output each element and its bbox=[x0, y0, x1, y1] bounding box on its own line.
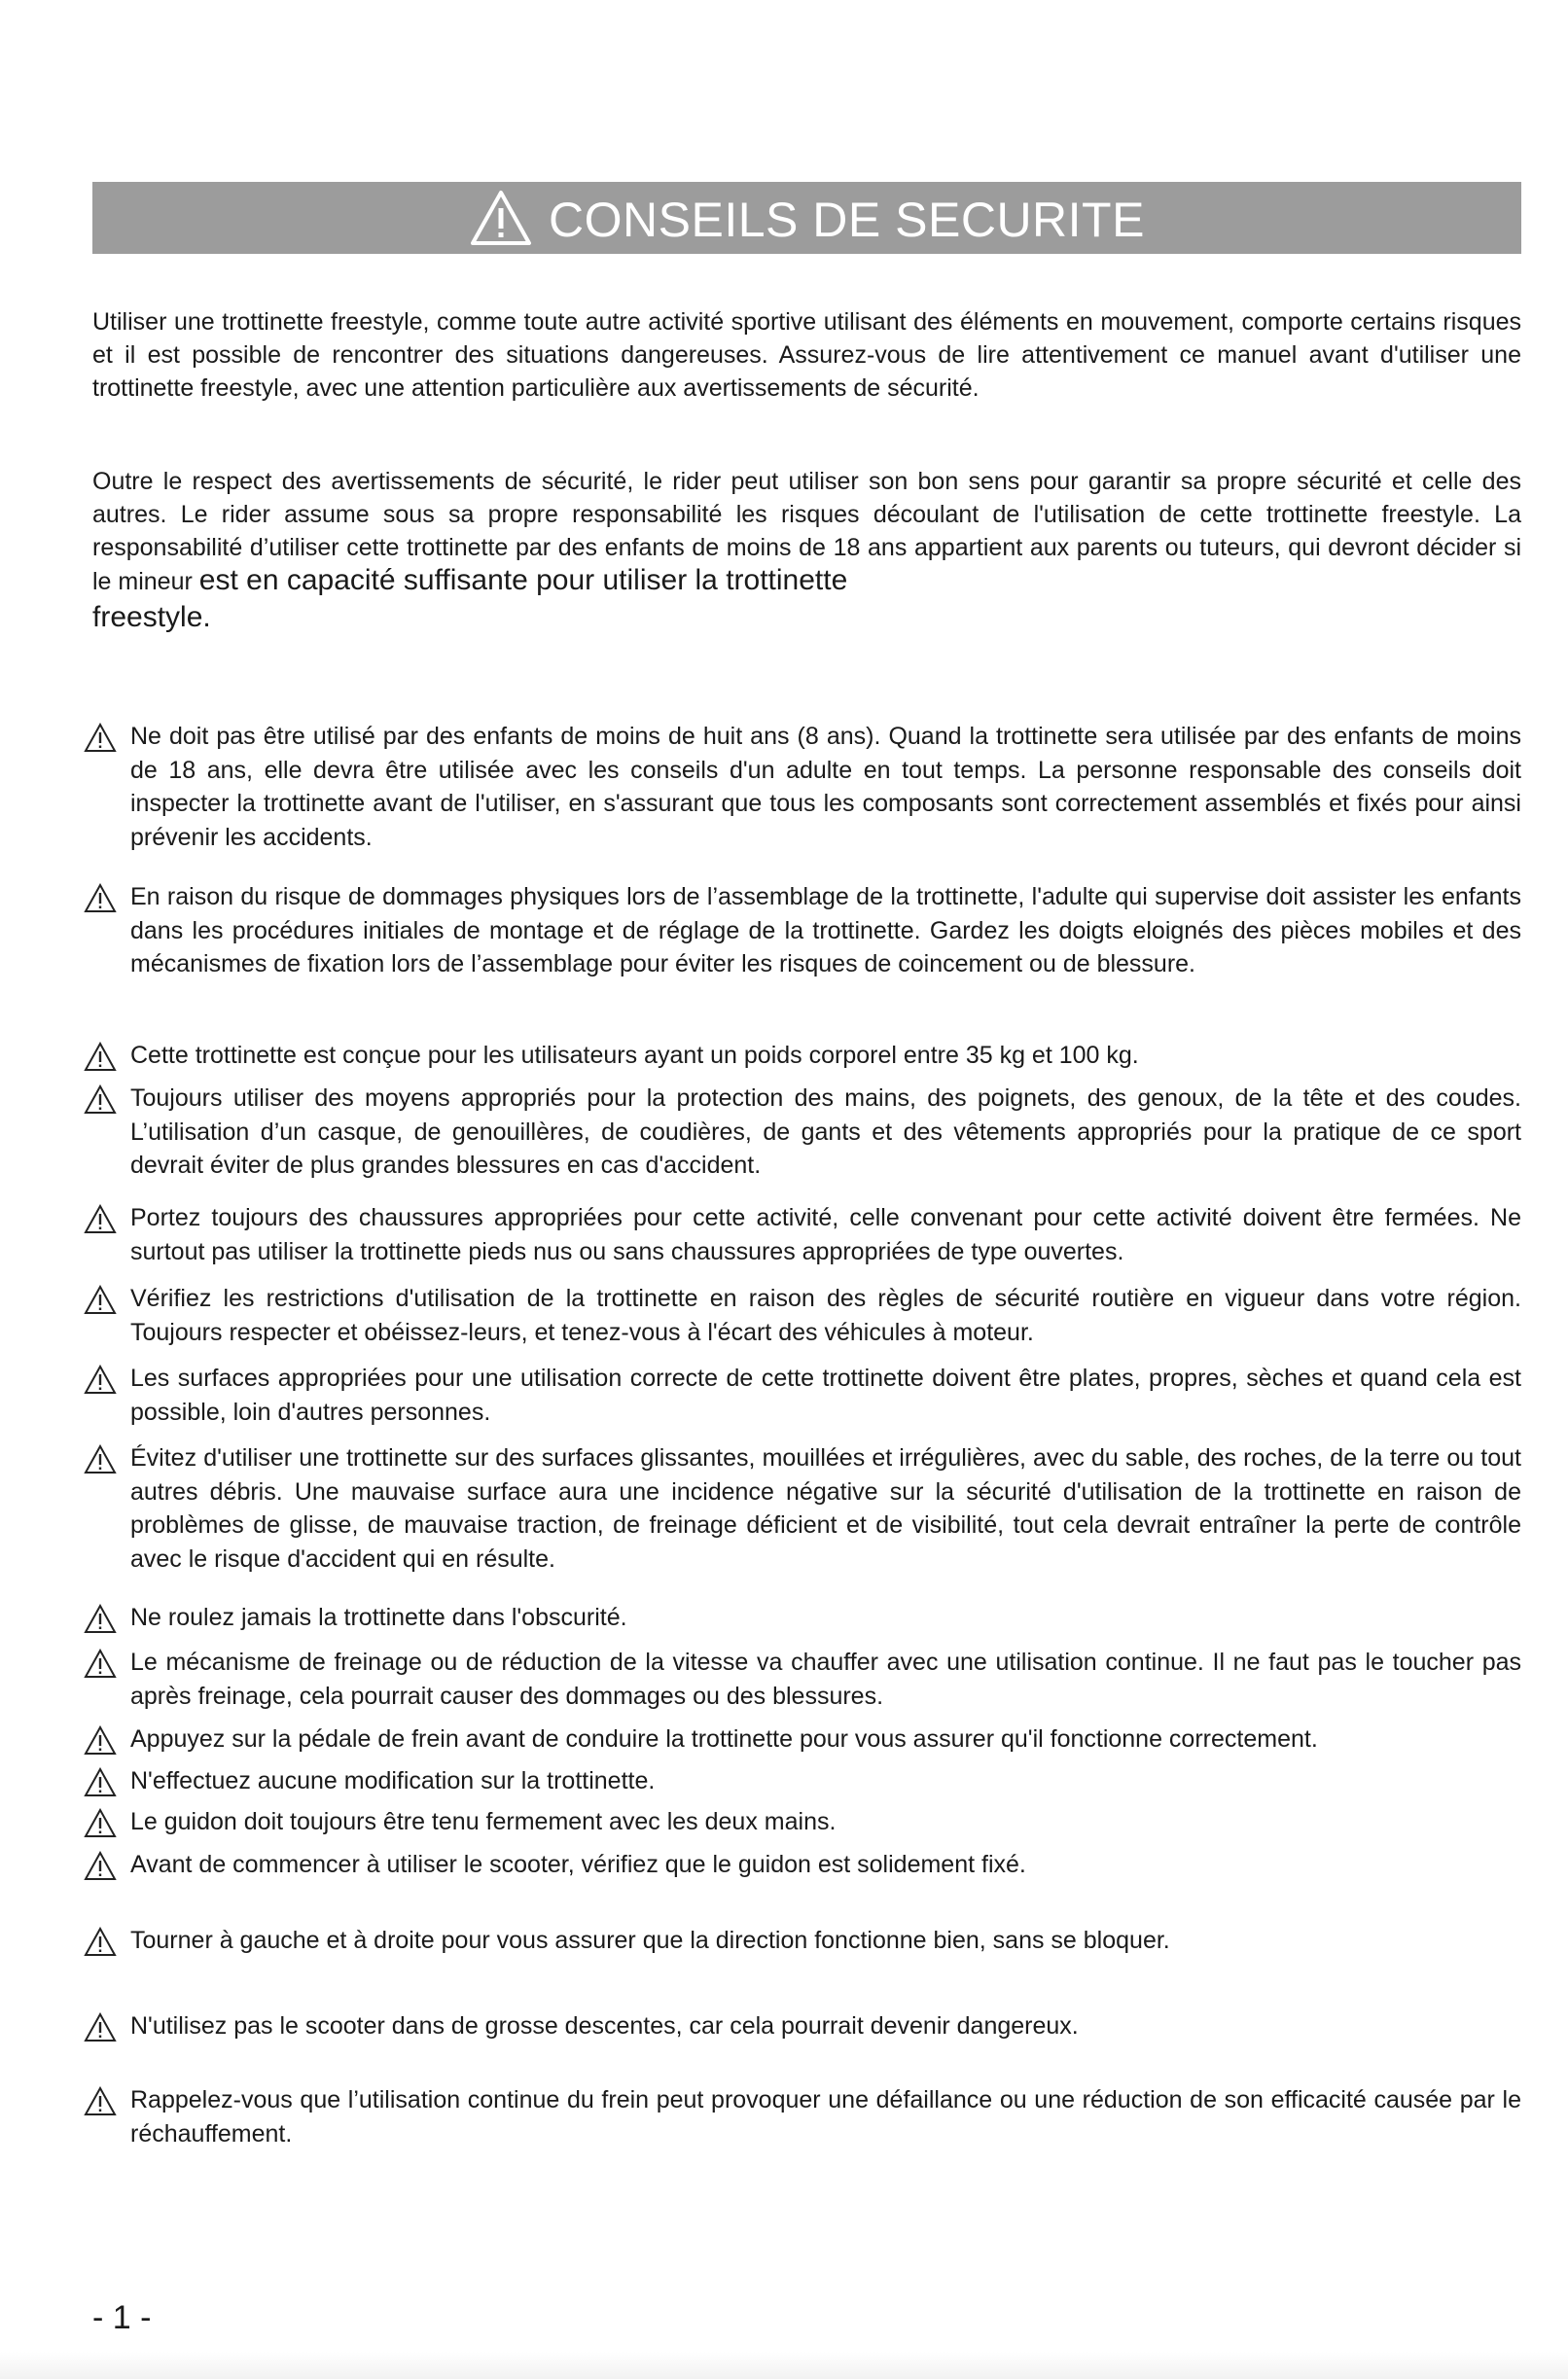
warning-triangle-icon bbox=[84, 1444, 117, 1474]
page-title: CONSEILS DE SECURITE bbox=[549, 193, 1145, 247]
warning-triangle-icon bbox=[84, 1365, 117, 1395]
warning-text: Toujours utiliser des moyens appropriés pour la protection des mains, des poignets, des genoux, de la tête et des coudes. L’utilisation d’un casque, de genouillères, de coudières, de gants et des vêtements appropriés pour la pratique de ce sport devrait éviter de plus grandes blessures en cas d'accident. bbox=[130, 1084, 1521, 1179]
warning-item bbox=[84, 1082, 1521, 1183]
warning-item bbox=[84, 1362, 1521, 1429]
warning-triangle-icon bbox=[84, 2086, 117, 2116]
warning-text: Appuyez sur la pédale de frein avant de conduire la trottinette pour vous assurer qu'il fonctionne correctement. bbox=[130, 1725, 1318, 1753]
warning-triangle-icon bbox=[84, 1725, 117, 1756]
warning-item bbox=[84, 1601, 1521, 1635]
section-title-bar bbox=[92, 182, 1521, 254]
warning-item bbox=[84, 1201, 1521, 1268]
warning-item bbox=[84, 720, 1521, 854]
warning-text: Cette trottinette est conçue pour les utilisateurs ayant un poids corporel entre 35 kg et 100 kg. bbox=[130, 1042, 1139, 1069]
warning-text: Ne doit pas être utilisé par des enfants de moins de huit ans (8 ans). Quand la trottinette sera utilisée par des enfants de moins de 18 ans, elle devra être utilisée avec les conseils d'un adulte en tout temps. La personne responsable des conseils doit inspecter la trottinette avant de l'utiliser, en s'assurant que tous les composants sont correctement assemblés et fixés pour ainsi prévenir les accidents. bbox=[130, 723, 1521, 851]
warning-triangle-icon bbox=[84, 1927, 117, 1957]
warning-triangle-icon bbox=[84, 1204, 117, 1234]
intro-paragraph-1: Utiliser une trottinette freestyle, comme toute autre activité sportive utilisant des éléments en mouvement, comporte certains risques et il est possible de rencontrer des situations dangereuses. Assurez-vous de lire attentivement ce manuel avant d'utiliser une trottinette freestyle, avec une attention particulière aux avertissements de sécurité. bbox=[92, 308, 1521, 402]
page-number: - 1 - bbox=[92, 2299, 152, 2336]
warning-text: Évitez d'utiliser une trottinette sur des surfaces glissantes, mouillées et irrégulières, avec du sable, des roches, de la terre ou tout autres débris. Une mauvaise surface aura une incidence négative sur la sécurité d'utilisation de la trottinette en raison de problèmes de glisse, de mauvaise traction, de freinage déficient et de visibilité, tout cela devrait entraîner la perte de contrôle avec le risque d'accident qui en résulte. bbox=[130, 1444, 1521, 1573]
warning-triangle-icon bbox=[84, 1767, 117, 1797]
warning-triangle-icon bbox=[84, 1285, 117, 1315]
warning-item bbox=[84, 2009, 1521, 2043]
intro-paragraph-2-start: Outre le respect des avertissements de sécurité, le rider peut utiliser son bon sens pour garantir sa propre sécurité et celle des autres. Le rider assume sous sa propre responsabilité les risques découlant de l'utilisation de cette trottinette freestyle. La responsabilité d’utiliser cette trottinette par des enfants de moins de 18 ans appartient aux parents ou tuteurs, qui devront décider si le mineur bbox=[92, 468, 1521, 595]
warning-text: En raison du risque de dommages physiques lors de l’assemblage de la trottinette, l'adulte qui supervise doit assister les enfants dans les procédures initiales de montage et de réglage de la trottinette. Gardez les doigts eloignés des pièces mobiles et des mécanismes de fixation lors de l’assemblage pour éviter les risques de coincement ou de blessure. bbox=[130, 883, 1521, 977]
warning-item bbox=[84, 1722, 1521, 1757]
warning-item bbox=[84, 1805, 1521, 1839]
warning-triangle-icon bbox=[84, 1084, 117, 1115]
warning-text: Rappelez-vous que l’utilisation continue du frein peut provoquer une défaillance ou une réduction de son efficacité causée par le réchauffement. bbox=[130, 2086, 1521, 2148]
warning-triangle-icon bbox=[84, 1604, 117, 1634]
warning-triangle-icon bbox=[84, 1649, 117, 1679]
warning-triangle-icon bbox=[84, 1851, 117, 1881]
warning-text: N'utilisez pas le scooter dans de grosse descentes, car cela pourrait devenir dangereux. bbox=[130, 2012, 1079, 2040]
warning-triangle-icon bbox=[469, 189, 533, 247]
warning-text: Les surfaces appropriées pour une utilisation correcte de cette trottinette doivent être plates, propres, sèches et quand cela est possible, loin d'autres personnes. bbox=[130, 1365, 1521, 1426]
warning-text: Le mécanisme de freinage ou de réduction de la vitesse va chauffer avec une utilisation continue. Il ne faut pas le toucher pas après freinage, cela pourrait causer des dommages ou des blessures. bbox=[130, 1649, 1521, 1710]
warning-item bbox=[84, 880, 1521, 981]
warning-item bbox=[84, 1282, 1521, 1349]
warning-text: Tourner à gauche et à droite pour vous assurer que la direction fonctionne bien, sans se bloquer. bbox=[130, 1927, 1170, 1954]
warning-triangle-icon bbox=[84, 723, 117, 753]
warning-text: Vérifiez les restrictions d'utilisation de la trottinette en raison des règles de sécurité routière en vigueur dans votre région. Toujours respecter et obéissez-leurs, et tenez-vous à l'écart des véhicules à moteur. bbox=[130, 1285, 1521, 1346]
warning-triangle-icon bbox=[84, 1042, 117, 1072]
intro-paragraph-2 bbox=[92, 465, 1521, 637]
warning-text: Avant de commencer à utiliser le scooter, vérifiez que le guidon est solidement fixé. bbox=[130, 1851, 1026, 1878]
warning-item bbox=[84, 1924, 1521, 1958]
warning-item bbox=[84, 1848, 1521, 1882]
warning-item bbox=[84, 1441, 1521, 1576]
warning-text: Ne roulez jamais la trottinette dans l'obscurité. bbox=[130, 1604, 627, 1631]
warning-text: Portez toujours des chaussures appropriées pour cette activité, celle convenant pour cette activité doivent être fermées. Ne surtout pas utiliser la trottinette pieds nus ou sans chaussures appropriées de type ouvertes. bbox=[130, 1204, 1521, 1265]
warning-item bbox=[84, 2083, 1521, 2150]
warning-item bbox=[84, 1039, 1521, 1073]
intro-paragraph-2-tail: freestyle. bbox=[92, 601, 211, 633]
warning-text: Le guidon doit toujours être tenu fermement avec les deux mains. bbox=[130, 1808, 837, 1835]
warning-item bbox=[84, 1646, 1521, 1713]
page-bottom-edge bbox=[0, 2352, 1568, 2379]
warning-triangle-icon bbox=[84, 883, 117, 913]
warning-item bbox=[84, 1764, 1521, 1798]
warning-triangle-icon bbox=[84, 2012, 117, 2042]
warning-text: N'effectuez aucune modification sur la trottinette. bbox=[130, 1767, 656, 1794]
intro-paragraph-2-end: est en capacité suffisante pour utiliser la trottinette bbox=[198, 564, 848, 596]
warning-triangle-icon bbox=[84, 1808, 117, 1838]
